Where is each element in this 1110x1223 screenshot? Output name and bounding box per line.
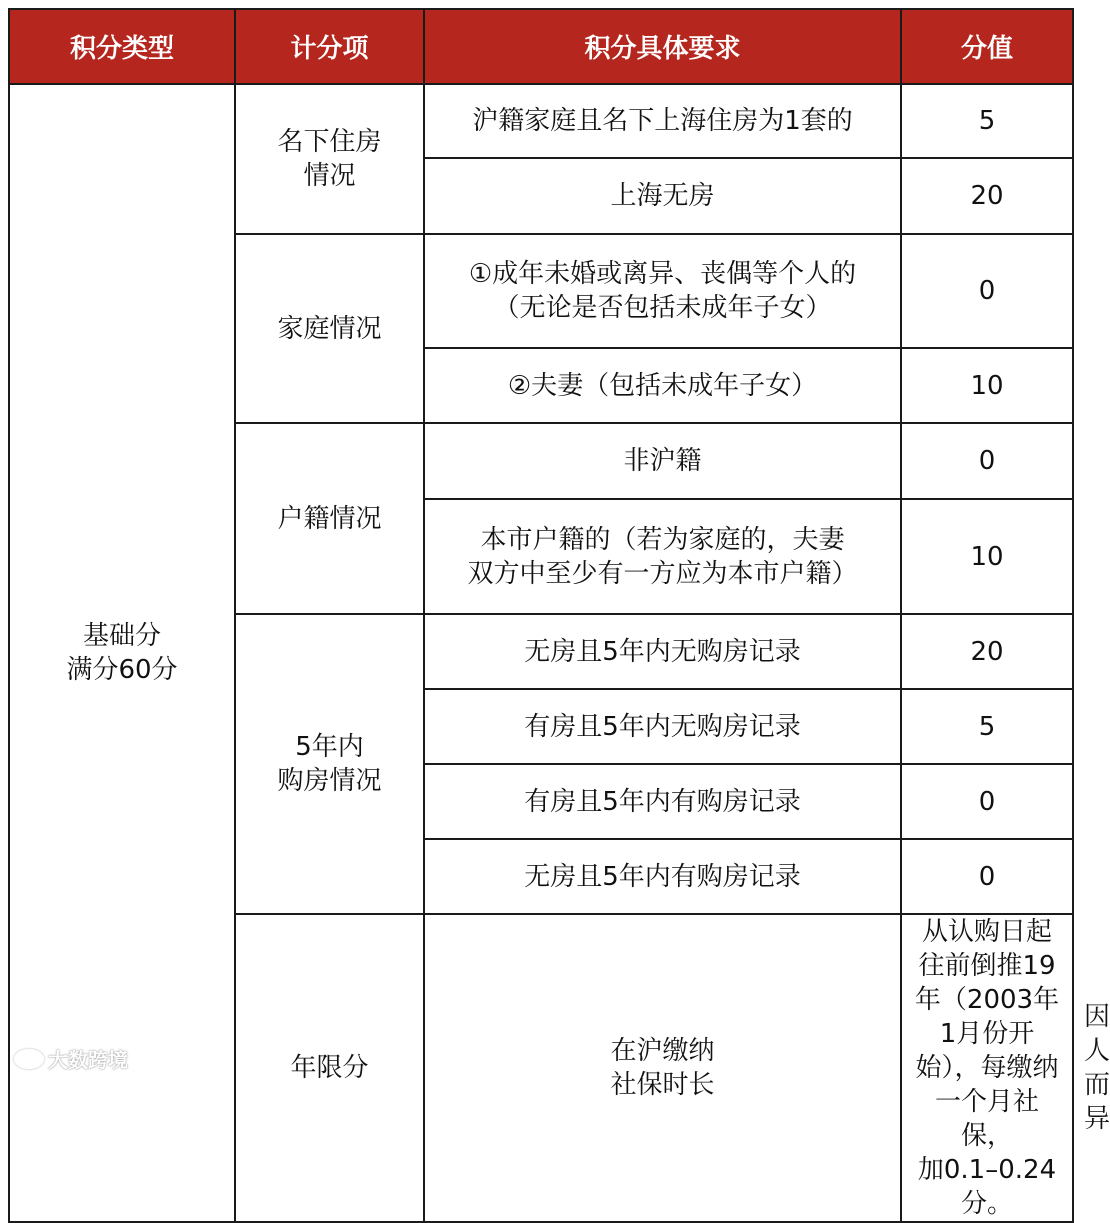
item-housing-line1: 名下住房 <box>277 127 382 157</box>
item-purchase <box>235 614 424 914</box>
item-housing <box>235 84 424 234</box>
header-requirement: 积分具体要求 <box>424 9 901 84</box>
requirement-cell <box>424 234 901 348</box>
item-purchase-line2: 购房情况 <box>277 766 382 796</box>
item-housing-line2: 情况 <box>303 161 356 191</box>
value-cell: 0 <box>901 764 1073 839</box>
item-hukou: 户籍情况 <box>235 423 424 614</box>
value-cell: 0 <box>901 839 1073 914</box>
category-base-line2: 满分60分 <box>66 655 178 685</box>
requirement-cell: 有房且5年内无购房记录 <box>424 689 901 764</box>
value-cell: 20 <box>901 614 1073 689</box>
requirement-cell: 有房且5年内有购房记录 <box>424 764 901 839</box>
header-row <box>9 9 1073 84</box>
value-cell: 0 <box>901 423 1073 499</box>
requirement-line: 加0.1–0.24分。 <box>917 1155 1057 1219</box>
item-social-security-line1: 在沪缴纳 <box>610 1036 715 1066</box>
item-social-security <box>424 914 901 1222</box>
requirement-line: ①成年未婚或离异、丧偶等个人的 <box>468 259 857 289</box>
requirement-line: 本市户籍的（若为家庭的，夫妻 <box>480 524 845 555</box>
value-cell: 0 <box>901 234 1073 348</box>
requirement-cell: 沪籍家庭且名下上海住房为1套的 <box>424 84 901 158</box>
value-cell: 5 <box>901 84 1073 158</box>
header-value: 分值 <box>901 9 1073 84</box>
table-row: 年限分 在沪缴纳 社保时长 从认购日起往前倒推19年（2003年 1月份开始），每缴纳一个月社保， 加0.1–0.24分。 因人而异 <box>9 914 1073 1222</box>
value-cell: 10 <box>901 499 1073 614</box>
value-cell: 10 <box>901 348 1073 423</box>
item-social-security-line2: 社保时长 <box>610 1070 715 1100</box>
table-row <box>9 84 1073 158</box>
requirement-line: 从认购日起往前倒推19年（2003年 <box>914 917 1060 1015</box>
requirement-cell: 非沪籍 <box>424 423 901 499</box>
weibo-eye-icon <box>14 1049 44 1069</box>
requirement-cell <box>901 914 1073 1222</box>
requirement-cell: 无房且5年内无购房记录 <box>424 614 901 689</box>
requirement-cell: 上海无房 <box>424 158 901 234</box>
value-cell: 5 <box>901 689 1073 764</box>
points-table <box>8 8 1110 1223</box>
category-base-line1: 基础分 <box>82 621 161 651</box>
header-category: 积分类型 <box>9 9 235 84</box>
requirement-line: 1月份开始），每缴纳一个月社保， <box>915 1019 1059 1151</box>
value-cell: 20 <box>901 158 1073 234</box>
requirement-cell: 无房且5年内有购房记录 <box>424 839 901 914</box>
item-purchase-line1: 5年内 <box>295 732 364 762</box>
item-family: 家庭情况 <box>235 234 424 423</box>
requirement-line: （无论是否包括未成年子女） <box>493 293 832 323</box>
requirement-line: 双方中至少有一方应为本市户籍） <box>467 558 858 589</box>
watermark <box>14 1044 128 1073</box>
category-years: 年限分 <box>235 914 424 1222</box>
requirement-cell <box>424 499 901 614</box>
header-item: 计分项 <box>235 9 424 84</box>
requirement-cell: ②夫妻（包括未成年子女） <box>424 348 901 423</box>
watermark-text: 大数跨境 <box>48 1048 128 1072</box>
